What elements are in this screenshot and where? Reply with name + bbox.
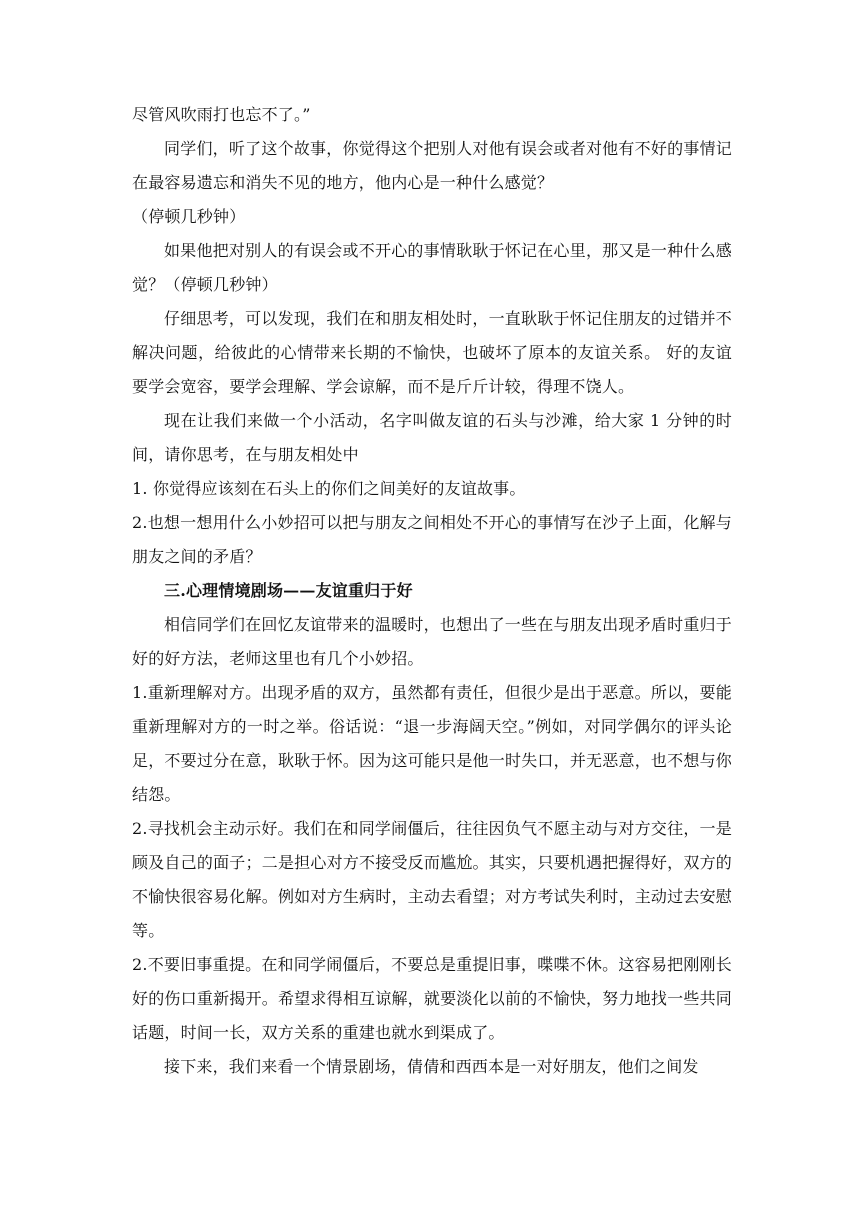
- paragraph-quote-end: 尽管风吹雨打也忘不了。”: [132, 105, 311, 124]
- paragraph-tips-intro: 相信同学们在回忆友谊带来的温暖时，也想出了一些在与朋友出现矛盾时重归于好的好方法，老师这里也有几个小妙招。: [132, 615, 732, 668]
- document-body: [132, 98, 732, 1084]
- paragraph-activity-intro: 现在让我们来做一个小活动，名字叫做友谊的石头与沙滩，给大家 1 分钟的时间，请你思考，在与朋友相处中: [132, 411, 732, 464]
- section-heading: 三.心理情境剧场——友谊重归于好: [164, 581, 413, 600]
- paragraph-reflection: 仔细思考，可以发现，我们在和朋友相处时，一直耿耿于怀记住朋友的过错并不解决问题，给彼此的心情带来长期的不愉快，也破坏了原本的友谊关系。 好的友谊要学会宽容，要学会理解、学会谅解，而不是斤斤计较，得理不饶人。: [132, 309, 732, 396]
- paragraph-pause-note: （停顿几秒钟）: [132, 207, 246, 226]
- activity-item-1: 1. 你觉得应该刻在石头上的你们之间美好的友谊故事。: [132, 479, 526, 498]
- activity-item-2: 2.也想一想用什么小妙招可以把与朋友之间相处不开心的事情写在沙子上面，化解与朋友之间的矛盾？: [132, 513, 732, 566]
- paragraph-scene-intro: 接下来，我们来看一个情景剧场，倩倩和西西本是一对好朋友，他们之间发: [164, 1057, 699, 1076]
- paragraph-question-1: 同学们，听了这个故事，你觉得这个把别人对他有误会或者对他有不好的事情记在最容易遗忘和消失不见的地方，他内心是一种什么感觉？: [132, 139, 732, 192]
- paragraph-question-2: 如果他把对别人的有误会或不开心的事情耿耿于怀记在心里，那又是一种什么感觉？（停顿几秒钟）: [132, 241, 732, 294]
- tip-item-3: 2.不要旧事重提。在和同学闹僵后，不要总是重提旧事，喋喋不休。这容易把刚刚长好的伤口重新揭开。希望求得相互谅解，就要淡化以前的不愉快，努力地找一些共同话题，时间一长，双方关系的重建也就水到渠成了。: [132, 955, 732, 1042]
- tip-item-2: 2.寻找机会主动示好。我们在和同学闹僵后，往往因负气不愿主动与对方交往，一是顾及自己的面子；二是担心对方不接受反而尴尬。其实，只要机遇把握得好，双方的不愉快很容易化解。例如对方生病时，主动去看望；对方考试失利时，主动过去安慰等。: [132, 819, 732, 940]
- tip-item-1: 1.重新理解对方。出现矛盾的双方，虽然都有责任，但很少是出于恶意。所以，要能重新理解对方的一时之举。俗话说：“退一步海阔天空。”例如，对同学偶尔的评头论足，不要过分在意，耿耿于怀。因为这可能只是他一时失口，并无恶意，也不想与你结怨。: [132, 683, 732, 804]
